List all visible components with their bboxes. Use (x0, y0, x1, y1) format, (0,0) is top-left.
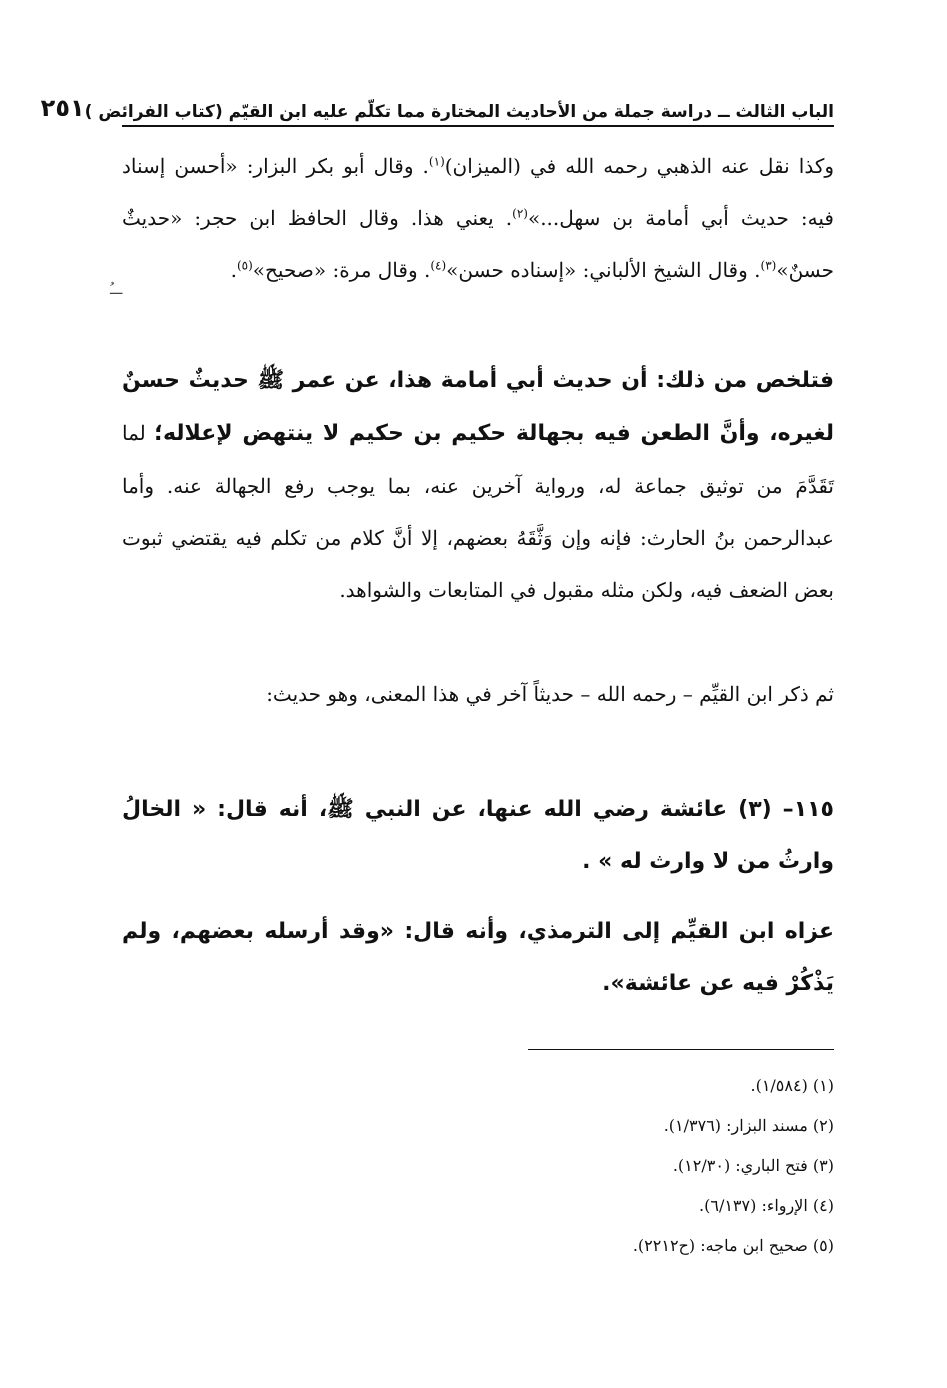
footnote-ref-4: (٤) (430, 258, 447, 273)
text-span: . وقال أبو بكر البزار: «أحسن إسناد فيه: حديث أبي أمامة بن سهل...» (122, 154, 834, 230)
text-span: . يعني هذا. وقال الحافظ ابن حجر: «حديثٌ حسنٌ» (122, 206, 834, 282)
running-header-title: الباب الثالث ــ دراسة جملة من الأحاديث المختارة مما تكلّم عليه ابن القيّم (كتاب الفرائض ) (84, 102, 834, 122)
text-span: وكذا نقل عنه الذهبي رحمه الله في (الميزان) (444, 154, 834, 178)
text-span: . (230, 258, 237, 282)
header-rule (122, 125, 834, 127)
text-span: . وقال مرة: «صحيح» (252, 258, 431, 282)
footnote-ref-5: (٥) (236, 258, 253, 273)
footnote-4: (٤) الإرواء: (٦/١٣٧). (699, 1196, 834, 1215)
footnote-5: (٥) صحيح ابن ماجه: (ح٢٢١٢). (632, 1236, 834, 1255)
footnote-ref-2: (٢) (512, 206, 528, 221)
hadith-text: ١١٥– (٣) عائشة رضي الله عنها، عن النبي ﷺ، أنه قال: « الخالُ وارثُ من لا وارث له » . (122, 797, 834, 874)
conclusion-bold-text: فتلخص من ذلك: أن حديث أبي أمامة هذا، عن عمر ﷺ حديثٌ حسنٌ لغيره، وأنَّ الطعن فيه بجهالة حكيم بن حكيم لا ينتهض لإعلاله؛ (122, 368, 834, 446)
page-number: ٢٥١ (40, 94, 85, 122)
paragraph-intro-hadith: ثم ذكر ابن القيِّم – رحمه الله – حديثاً آخر في هذا المعنى، وهو حديث: (266, 682, 834, 706)
footnotes (400, 1066, 834, 1266)
stray-mark: ـــُ (110, 282, 123, 298)
running-header (40, 86, 834, 122)
paragraph-citations (122, 140, 834, 296)
footnote-rule (528, 1049, 834, 1050)
paragraph-attribution: عزاه ابن القيِّم إلى الترمذي، وأنه قال: «وقد أرسله بعضهم، ولم يَذْكُرْ فيه عن عائشة». (122, 919, 834, 996)
conclusion-normal-text: لما تَقَدَّمَ من توثيق جماعة له، ورواية آخرين عنه، بما يوجب رفع الجهالة عنه. وأما عبدالرحمن بنُ الحارث: فإنه وإن وَثَّقَهُ بعضهم، إلا أنَّ كلام من تكلم فيه يقتضي ثبوت بعض الضعف فيه، ولكن مثله مقبول في المتابعات والشواهد. (122, 421, 834, 602)
footnote-1: (١) (١/٥٨٤). (750, 1076, 834, 1095)
footnote-3: (٣) فتح الباري: (١٢/٣٠). (672, 1156, 834, 1175)
footnote-2: (٢) مسند البزار: (١/٣٧٦). (663, 1116, 834, 1135)
footnote-ref-3: (٣) (760, 258, 777, 273)
text-span: . وقال الشيخ الألباني: «إسناده حسن» (446, 258, 761, 282)
paragraph-conclusion (122, 354, 834, 616)
footnote-ref-1: (١) (428, 154, 445, 169)
